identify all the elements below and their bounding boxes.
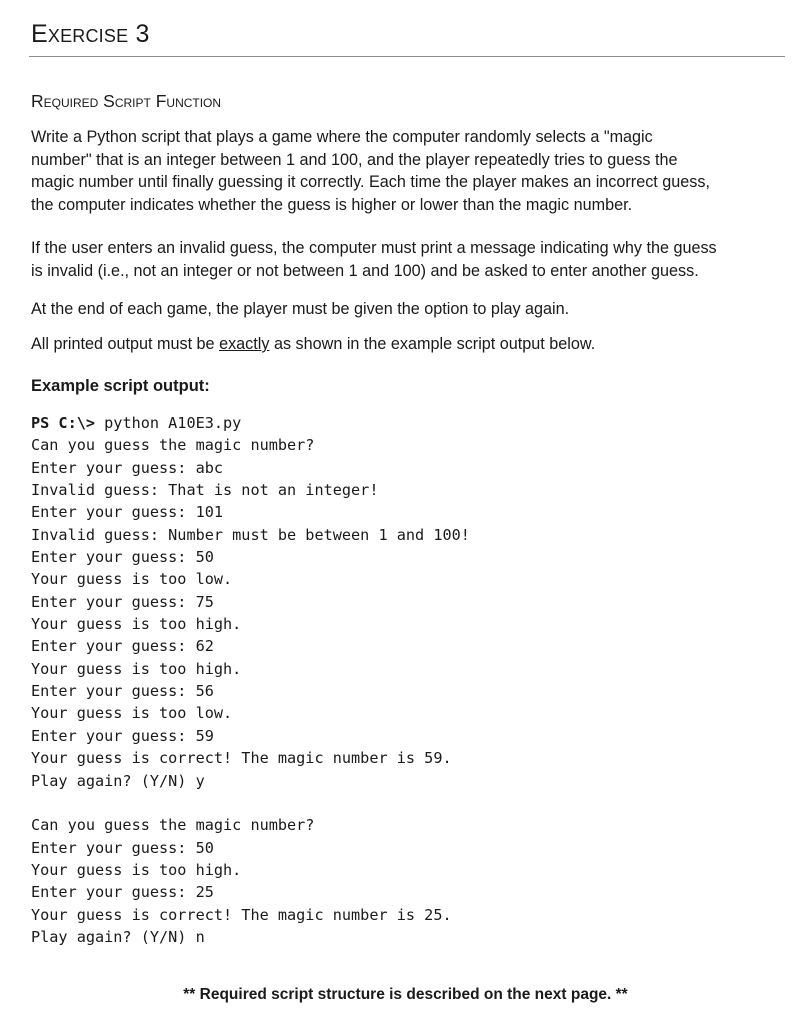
section-title: Required Script Function <box>31 91 222 111</box>
console-line: Enter your guess: 25 <box>31 883 214 902</box>
console-output <box>31 412 470 948</box>
console-line: Your guess is too high. <box>31 659 242 678</box>
footer-note: ** Required script structure is described on the next page. ** <box>183 986 628 1003</box>
description-paragraph <box>31 126 710 216</box>
console-line <box>31 792 470 814</box>
paragraph-line: is invalid (i.e., not an integer or not between 1 and 100) and be asked to enter another guess. <box>31 261 699 280</box>
console-line: Your guess is correct! The magic number is 59. <box>31 749 452 768</box>
console-line: Enter your guess: 56 <box>31 682 214 701</box>
console-line: Your guess is too low. <box>31 570 233 589</box>
console-lines <box>31 434 470 948</box>
console-line: Invalid guess: Number must be between 1 and 100! <box>31 525 470 544</box>
paragraph-line: magic number until finally guessing it correctly. Each time the player makes an incorrect guess, <box>31 173 710 192</box>
output-requirement-paragraph <box>31 333 595 356</box>
heading-divider <box>29 56 785 57</box>
emphasis-text: exactly <box>219 335 270 353</box>
paragraph-line: number" that is an integer between 1 and 100, and the player repeatedly tries to guess the <box>31 150 678 169</box>
console-prompt: PS C:\> <box>31 414 96 432</box>
console-line: Can you guess the magic number? <box>31 436 315 455</box>
console-line: Invalid guess: That is not an integer! <box>31 481 379 500</box>
console-line: Enter your guess: 62 <box>31 637 214 656</box>
console-line: Your guess is too high. <box>31 615 242 634</box>
example-output-label: Example script output: <box>31 377 210 395</box>
play-again-paragraph: At the end of each game, the player must be given the option to play again. <box>31 300 570 318</box>
console-line: Can you guess the magic number? <box>31 816 315 835</box>
console-line: Your guess is too high. <box>31 860 242 879</box>
invalid-guess-paragraph <box>31 237 717 282</box>
console-line: Enter your guess: 50 <box>31 838 214 857</box>
console-line: Enter your guess: 50 <box>31 548 214 567</box>
paragraph-text: as shown in the example script output below. <box>269 335 596 353</box>
console-line: Enter your guess: abc <box>31 458 224 477</box>
exercise-heading: Exercise 3 <box>31 20 150 48</box>
paragraph-text: All printed output must be <box>31 335 220 353</box>
console-line: Enter your guess: 59 <box>31 726 214 745</box>
paragraph-line: the computer indicates whether the guess is higher or lower than the magic number. <box>31 195 633 214</box>
console-line: Your guess is too low. <box>31 704 233 723</box>
console-line: Your guess is correct! The magic number is 25. <box>31 905 452 924</box>
console-command-line <box>31 412 470 434</box>
console-line: Play again? (Y/N) n <box>31 927 205 946</box>
console-line: Enter your guess: 101 <box>31 503 224 522</box>
console-line: Enter your guess: 75 <box>31 592 214 611</box>
paragraph-line: If the user enters an invalid guess, the computer must print a message indicating why the guess <box>31 239 717 257</box>
console-line: Play again? (Y/N) y <box>31 771 205 790</box>
paragraph-line: Write a Python script that plays a game where the computer randomly selects a "magic <box>31 128 653 146</box>
console-command: python A10E3.py <box>95 414 242 432</box>
